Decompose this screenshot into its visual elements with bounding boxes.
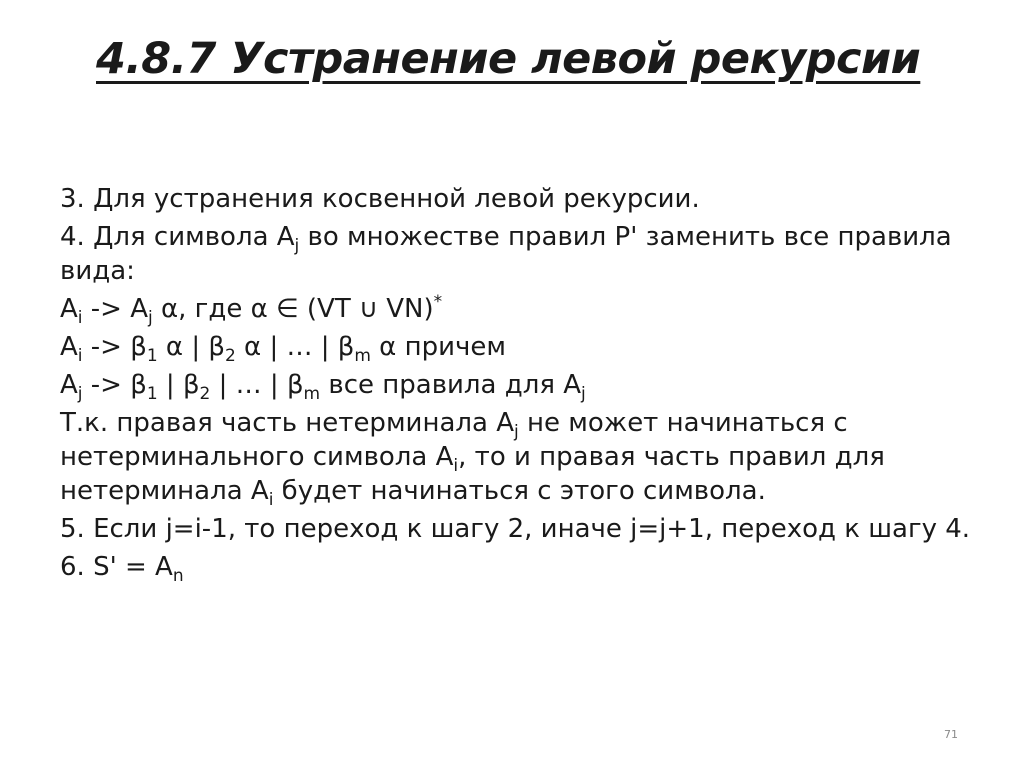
subscript: i xyxy=(453,456,459,476)
text-segment: 6. S' = A xyxy=(60,552,173,582)
text-segment: A xyxy=(60,332,78,362)
text-segment: α | … | β xyxy=(235,332,355,362)
line-explanation xyxy=(60,406,980,508)
text-segment: Т.к. правая часть нетерминала A xyxy=(60,408,514,438)
subscript: i xyxy=(268,490,274,510)
text-segment: α причем xyxy=(370,332,506,362)
superscript: * xyxy=(433,292,443,312)
text-segment: -> β xyxy=(82,332,147,362)
text-segment: не может начинаться с нетерминального символа A xyxy=(60,408,848,472)
subscript: j xyxy=(77,384,83,404)
line-ai-productions xyxy=(60,330,980,364)
subscript: j xyxy=(581,384,586,404)
page-number: 71 xyxy=(944,728,958,741)
subscript: 1 xyxy=(146,384,158,404)
text-segment: A xyxy=(60,294,78,324)
text-segment: все правила для A xyxy=(320,370,582,400)
subscript: j xyxy=(148,308,153,328)
subscript: 2 xyxy=(199,384,211,404)
line-aj-productions xyxy=(60,368,980,402)
text-segment: 4. Для символа A xyxy=(60,222,295,252)
text-segment: | β xyxy=(157,370,200,400)
subscript: m xyxy=(303,384,321,404)
subscript: j xyxy=(294,236,300,256)
text-segment: будет начинаться с этого символа. xyxy=(273,476,766,506)
subscript: 2 xyxy=(224,346,236,366)
subscript: n xyxy=(172,566,184,586)
slide-body xyxy=(60,182,980,588)
slide-title: 4.8.7 Устранение левой рекурсии xyxy=(96,34,921,84)
text-segment: -> A xyxy=(82,294,149,324)
text-segment: во множестве правил P' заменить все правила вида: xyxy=(60,222,952,286)
text-segment: | … | β xyxy=(210,370,304,400)
text-segment: α | β xyxy=(157,332,225,362)
text-segment: α, где α ∈ (VT ∪ VN) xyxy=(152,294,434,324)
text-segment: , то и правая часть правил для нетерминала A xyxy=(60,442,885,506)
text-segment: A xyxy=(60,370,78,400)
line-replace-rules xyxy=(60,220,980,288)
line-rule-form xyxy=(60,292,980,326)
subscript: m xyxy=(354,346,371,366)
subscript: i xyxy=(77,308,83,328)
line-step-6 xyxy=(60,550,980,584)
subscript: j xyxy=(513,422,519,442)
line-indirect-recursion: 3. Для устранения косвенной левой рекурсии. xyxy=(60,184,700,214)
subscript: i xyxy=(77,346,83,366)
line-step-5: 5. Если j=i-1, то переход к шагу 2, иначе j=j+1, переход к шагу 4. xyxy=(60,514,971,544)
subscript: 1 xyxy=(146,346,158,366)
text-segment: -> β xyxy=(82,370,147,400)
